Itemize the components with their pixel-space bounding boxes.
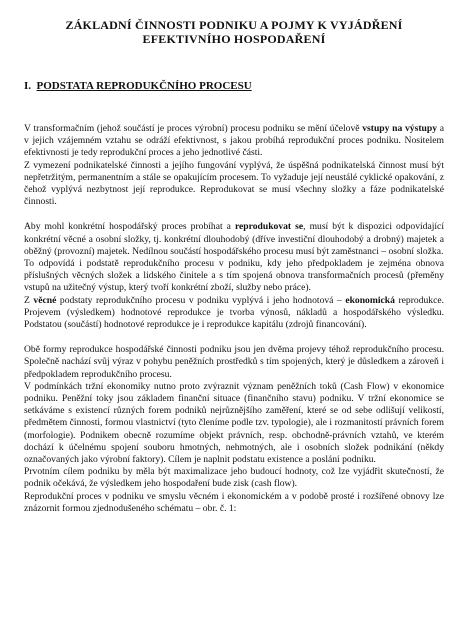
title-line-1: ZÁKLADNÍ ČINNOSTI PODNIKU A POJMY K VYJÁDŘENÍ [65,18,403,32]
paragraph-8: Prvotním cílem podniku by měla být maximalizace jeho budoucí hodnoty, což lze vyjádřit skutečností, že podnik očekává, že výsledkem jeho hospodaření bude zisk (cash flow). [24,466,444,490]
paragraph-1 [24,123,444,160]
document-body [24,123,444,515]
paragraph-3-bold: reprodukovat se [234,221,304,233]
paragraph-5-text-b: podstaty reprodukčního procesu v podniku vyplývá i jeho hodnotová – [56,294,346,306]
title-line-2: EFEKTIVNÍHO HOSPODAŘENÍ [142,32,326,46]
paragraph-gap [24,208,444,221]
paragraph-gap [24,331,444,344]
section-number: I. [24,80,32,92]
section-title: PODSTATA REPRODUKČNÍHO PROCESU [36,80,252,92]
section-heading [24,80,444,93]
paragraph-5-text-c: reprodukce. Projevem (výsledkem) hodnotové reprodukce je tvorba výnosů, nákladů a hospodářského výsledku. Podstatou (součástí) hodnotové reprodukce je i reprodukce kapitálu (zdrojů financování). [24,294,445,331]
paragraph-5-bold-b: ekonomická [345,294,395,306]
document-title [24,18,444,46]
paragraph-5-bold-a: věcné [33,294,57,306]
paragraph-1-text-a: V transformačním (jehož součástí je proces výrobní) procesu podniku se mění účelově [24,123,363,134]
paragraph-6: Obě formy reprodukce hospodářské činnosti podniku jsou jen dvěma projevy téhož reprodukčního procesu. Společně nachází svůj výraz v pohybu peněžních prostředků s tím spojených, který je důsledkem a zároveň i předpokladem reprodukčního procesu. [24,344,444,380]
paragraph-3-text-b: , musí být k dispozici odpovídající konkrétní věcné a osobní složky, tj. konkrétní dlouhodobý (dříve investiční dlouhodobý a drobný) majetek a oběžný (provozní) majetek. Nedílnou součástí hospodářského procesu musí být zaměstnanci – osobní složka. [24,221,444,257]
paragraph-5 [24,295,444,332]
paragraph-5-text-a: Z [24,294,34,306]
paragraph-2: Z vymezení podnikatelské činnosti a jejího fungování vyplývá, že úspěšná podnikatelská činnost musí být nepřetržitým, permanentním a stále se opakujícím procesem. To vyžaduje její neustálé cyklické opakování, z čehož vyplývá nezbytnost její reprodukce. Reprodukovat se musí všechny složky a fáze podnikatelské činnosti. [24,159,444,208]
paragraph-1-bold: vstupy na výstupy [362,123,437,134]
paragraph-7: V podmínkách tržní ekonomiky nutno proto zvýraznit význam peněžních toků (Cash Flow) v ekonomice podniku. Peněžní toky jsou základem finanční situace (finančního stavu) podniku. V tržní ekonomice se setkáváme s existencí různých forem podniků nejrůznějšího zaměření, které se od sebe odlišují velikostí, předmětem činnosti, formou vlastnictví (tyto členíme podle tzv. typologie), ale i rozmanitostí právních forem (morfologie). Podnikem obecně rozumíme objekt právních, resp. obchodně-právních vztahů, ve kterém dochází k účelnému spojení souboru hmotných, nehmotných, ale i osobních složek podnikání (někdy označovaných jako výrobní faktory). Cílem je naplnit podstatu existence a poslání podniku. [24,380,444,466]
paragraph-4: To odpovídá i podstatě reprodukčního procesu v podniku, kdy jeho předpokladem je zejména obnova příslušných věcných složek a lidského činitele a s tím spojená obnova transformačních procesů (přeměny vstupů na užitečný výstup, který tvoří konkrétní zboží, služby nebo práce). [24,258,444,294]
paragraph-3 [24,221,444,258]
paragraph-9: Reprodukční proces v podniku ve smyslu věcném i ekonomickém a v podobě prosté i rozšířené obnovy lze znázornit formou zjednodušeného schématu – obr. č. 1: [24,490,444,514]
paragraph-3-text-a: Aby mohl konkrétní hospodářský proces probíhat a [24,221,235,233]
paragraph-1-text-b: a v jejich vzájemném vztahu se odráží efektivnost, s jakou probíhá reprodukční proces podniku. Nositelem efektivnosti je tedy reprodukční proces a jeho jednotlivé části. [24,123,444,159]
